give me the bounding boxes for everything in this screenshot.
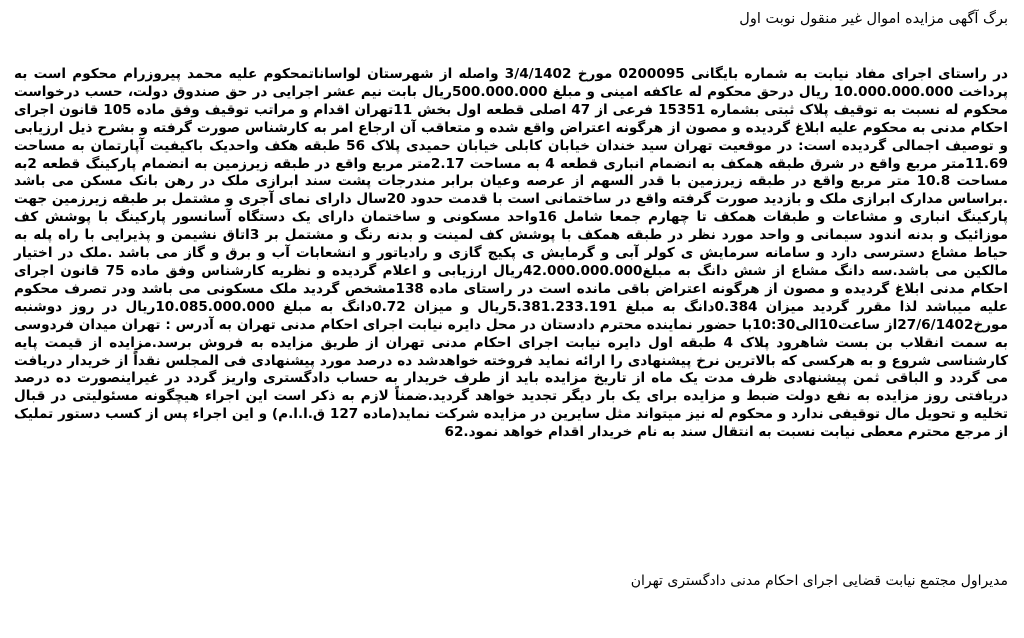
notice-body: در راستای اجرای مفاد نیابت به شماره بایگانی 0200095 مورخ 3/4/1402 واصله از شهرستان لواساناتمحکوم علیه محمد پیروزرام محکوم است به پرداخت 10.000.000.000 ریال درحق محکوم له عاکفه امینی و مبلغ 500.000.000ریال بابت نیم عشر اجرایی در حق صندوق دولت، حسب درخواست محکوم له نسبت به توقیف پلاک ثبتی بشماره 15351 فرعی از 47 اصلی قطعه اول بخش 11تهران اقدام و مراتب توقیف وفق ماده 105 قانون اجرای احکام مدنی به محکوم علیه ابلاغ گردیده و مصون از هرگونه اعتراض واقع شده و متعاقب آن ارجاع امر به کارشناس صورت گرفته و بشرح ذیل ارزیابی و توصیف اجمالی گردیده است: در موقعیت تهران سید خندان خیابان کابلی خیابان حمیدی پلاک 56 طبقه هکف واحدیک باکیفیت آپارتمان به مساحت 11.69متر مربع واقع در شرق طبقه همکف به انضمام انباری قطعه 4 به مساحت 2.17متر مربع واقع در طبقه زیرزمین به انضمام پارکینگ قطعه 2به مساحت 10.8 متر مربع واقع در طبقه زیرزمین با قدر السهم از عرصه وعیان برابر مندرجات پشت سند ابرازی ملک در رهن بانک مسکن می باشد .براساس مدارک ابرازی ملک و بازدید صورت گرفته واقع در ساختمانی است با قدمت حدود 20سال دارای نمای آجری و مشتمل بر طبقه زیرزمین جهت پارکینگ انباری و مشاعات و طبقات همکف تا چهارم جمعا شامل 16واحد مسکونی و ساختمان دارای یک دستگاه آسانسور پارکینگ با پوشش کف موزائیک و بدنه اندود سیمانی و واحد مورد نظر در طبقه همکف با پوشش کف لمینت و بدنه رنگ و مشتمل بر 3اتاق نشیمن و پذیرایی با راه پله به حیاط مشاع دسترسی دارد و سامانه سرمایش ی کولر آبی و گرمایش ی پکیج گازی و رادیاتور و انشعابات آب و برق و گاز می باشد .ملک در اختیار مالکین می باشد.سه دانگ مشاع از شش دانگ به مبلغ42.000.000.000ریال ارزیابی و اعلام گردیده و نظریه کارشناس وفق ماده 75 قانون اجرای احکام مدنی ابلاغ گردیده و مصون از هرگونه اعتراض باقی مانده است در راستای ماده 138مشخص گردید ملک مسکونی می باشد ودر تصرف محکوم علیه میباشد لذا مقرر گردید میزان 0.384دانگ به مبلغ 5.381.233.191ریال و میزان 0.72دانگ به مبلغ 10.085.000.000ریال در روز دوشنبه مورخ27/6/1402از ساعت10الی10:30با حضور نماینده محترم دادستان در محل دایره نیابت اجرای احکام مدنی تهران به آدرس : تهران میدان فردوسی به سمت انقلاب بن بست شاهرود پلاک 4 طبقه اول دایره نیابت اجرای احکام مدنی تهران از طریق مزایده به فروش برسد.مزایده از قیمت پایه کارشناسی شروع و به هرکسی که بالاترین نرخ پیشنهادی را ارائه نماید فروخته خواهدشد ده درصد مورد پیشنهادی فی المجلس نقداً از خریدار دریافت می گردد و الباقی ثمن پیشنهادی ظرف مدت یک ماه از تاریخ مزایده باید از طرف خریدار به حساب دادگستری واریز گردد در غیراینصورت ده درصد دریافتی روز مزایده به نفع دولت ضبط و مزایده برای یک بار دیگر تجدید خواهد گردید.ضمناً لازم به ذکر است این اجراء هیچگونه مسئولیتی در قبال تخلیه و تحویل مال توقیفی ندارد و محکوم له نیز میتواند مثل سایرین در مزایده شرکت نماید(ماده 127 ق.ا.ا.م) و این اجراء پس از کسب دستور تملیک از مرجع محترم معطی نیابت نسبت به انتقال سند به نام خریدار اقدام خواهد نمود.62 bbox=[14, 66, 1009, 441]
notice-heading: برگ آگهی مزایده اموال غیر منقول نوبت اول bbox=[739, 11, 1008, 27]
notice-signature: مدیراول مجتمع نیابت قضایی اجرای احکام مدنی دادگستری تهران bbox=[630, 573, 1008, 589]
